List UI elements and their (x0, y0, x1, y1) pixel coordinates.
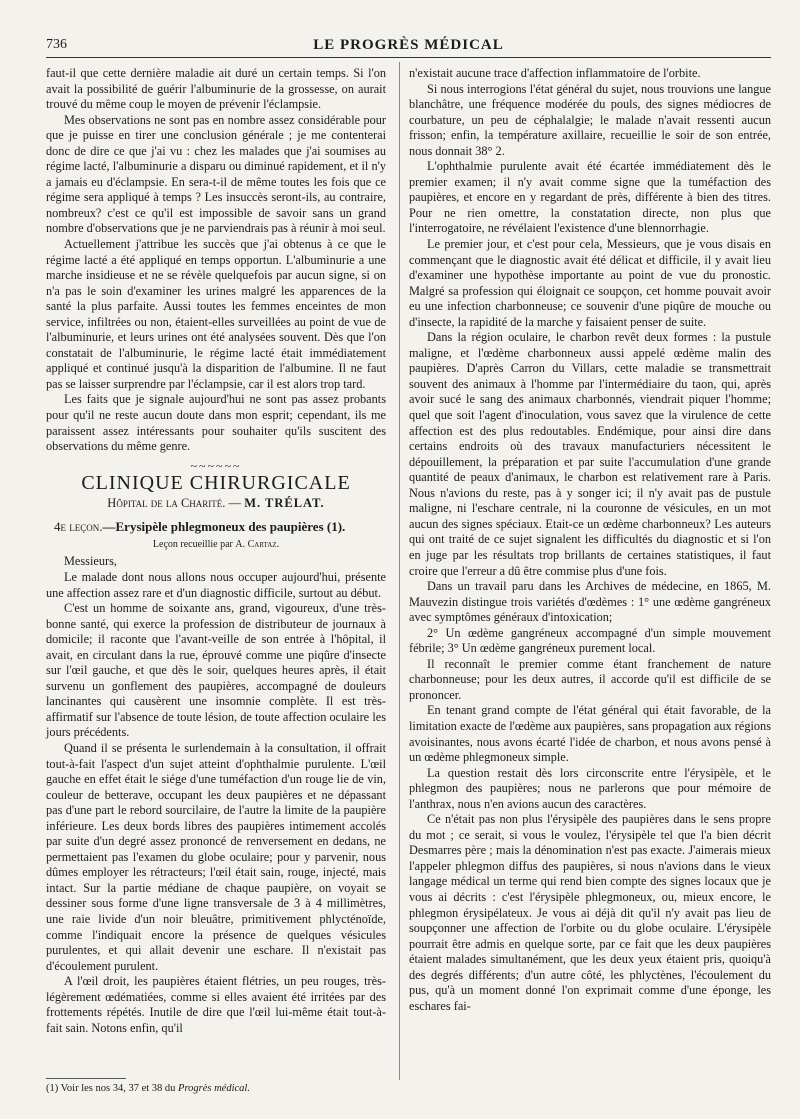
paragraph: Actuellement j'attribue les succès que j'ai obtenus à ce que le régime lacté a été appliqué en temps opportun. L'albuminurie a une marche insidieuse et ne se révèle quelquefois par aucun signe, si on n'a pas le soin d'examiner les urines malgré les apparences de la santé la plus parfaite. Aussi toutes les femmes enceintes de mon service, infiltrées ou non, étaient-elles surveillées au point de vue de l'albuminurie, et leurs urines ont été analysées souvent. Dès que l'on constatait de l'albuminurie, le régime lacté était immédiatement appliqué et continué jusqu'à la disparition de l'albumine. Il ne faut pas se laisser surprendre par l'éclampsie, car il est alors trop tard. (46, 237, 386, 391)
paragraph: Dans la région oculaire, le charbon revêt deux formes : la pustule maligne, et l'œdème charbonneux aussi appelé œdème malin des paupières. D'après Carron du Villars, cette maladie se transmettrait souvent des animaux à l'homme par l'intermédiaire du taon, qui, après avoir sucé le sang des animaux charbonnés, viendrait piquer l'homme; quel que soit l'agent d'inoculation, vous savez que la virulence de cette affection est des plus redoutables. Endémique, pour ainsi dire dans certains endroits où des travaux manufacturiers nécessitent le dépouillement, la préparation et par suite l'accumulation d'une grande quantité de peaux d'animaux, le charbon est relativement rare à Paris. Nous n'avions du reste, pas à y songer ici; il n'y avait pas de pustule maligne, ni l'eschare centrale, ni la couronne de vésicules, en un mot aucun des signes spéciaux. Etait-ce un œdème charbonneux? Les auteurs qui ont traité de ce sujet signalent les difficultés du diagnostic et si l'on en juge par les résultats trop brillants de certaines statistiques, il faut croire que l'erreur a dû être commise plus d'une fois. (409, 330, 771, 578)
page-header (46, 33, 771, 58)
footnote-journal: Progrès médical. (178, 1083, 250, 1094)
professor-name: M. TRÉLAT. (244, 495, 325, 510)
recueil-author: A. Cartaz. (235, 538, 280, 550)
paragraph: 2° Un œdème gangréneux accompagné d'un simple mouvement fébrile; 3° Un œdème gangréneux purement local. (409, 625, 771, 656)
right-column (409, 66, 771, 1014)
paragraph: Les faits que je signale aujourd'hui ne sont pas assez probants pour qu'il ne reste aucun doute dans mon esprit; cependant, ils me paraissent assez intéressants pour souhaiter qu'ils suscitent des observations du même genre. (46, 392, 386, 454)
lecon-number: 4e leçon. (54, 519, 103, 535)
hospital-name: Hôpital de la Charité. — (107, 495, 242, 510)
column-separator (399, 62, 400, 1080)
section-divider: ~~~~~~ (190, 458, 242, 473)
recueil-line (46, 537, 386, 553)
journal-title: LE PROGRÈS MÉDICAL (313, 37, 504, 53)
paragraph: Dans un travail paru dans les Archives de médecine, en 1865, M. Mauvezin distingue trois variétés d'œdèmes : 1° une œdème gangréneux avec symptômes généraux d'intoxication; (409, 579, 771, 625)
footnote-rule (46, 1078, 126, 1079)
page-number: 736 (46, 37, 67, 52)
paragraph: Il reconnaît le premier comme étant franchement de nature charbonneuse; pour les deux autres, il accorde qu'il est difficile de se prononcer. (409, 656, 771, 702)
paragraph: C'est un homme de soixante ans, grand, vigoureux, d'une très-bonne santé, qui exerce la profession de distributeur de journaux à domicile; il raconte que l'avant-veille de son entrée à l'hôpital, il avait, en circulant dans la rue, éprouvé comme une piqûre d'insecte sur l'œil gauche, et que dès le soir, quelques heures après, il était survenu un gonflement des paupières, accompagné de douleurs lancinantes qui causèrent une insomnie complète. Il est très-affirmatif sur l'absence de toute lésion, de toute affection oculaire les jours précédents. (46, 601, 386, 740)
paragraph: Le premier jour, et c'est pour cela, Messieurs, que je vous disais en commençant que le diagnostic avait été délicat et difficile, il y avait lieu d'examiner une hypothèse importante au point de vue du pronostic. Malgré sa profession qui éloignait ce soupçon, cet homme pouvait avoir eu une infection charbonneuse; ce souvenir d'une piqûre de mouche ou d'insecte, la rapidité de la marche y faisaient penser de suite. (409, 237, 771, 329)
lecon-heading (54, 519, 386, 535)
footnote-text: (1) Voir les nos 34, 37 et 38 du (46, 1083, 176, 1094)
paragraph: faut-il que cette dernière maladie ait duré un certain temps. Si l'on avait la possibilité de guérir l'albuminurie de la grossesse, on aurait trouvé du même coup le moyen de prévenir l'éclampsie. (46, 66, 386, 112)
left-column (46, 66, 386, 1036)
paragraph: Si nous interrogions l'état général du sujet, nous trouvions une langue blanchâtre, une fréquence modérée du pouls, des signes médiocres de courbature, un peu de céphalalgie; le malade n'avait ressenti aucun frisson; enfin, la température axillaire, recueillie le soir de son entrée, nous donnait 38° 2. (409, 81, 771, 158)
paragraph: A l'œil droit, les paupières étaient flétries, un peu rouges, très-légèrement œdématiées, comme si elles avaient été irritées par des frottements répétés. Inutile de dire que l'œil lui-même était tout-à-fait sain. Notons enfin, qu'il (46, 974, 386, 1035)
paragraph: Quand il se présenta le surlendemain à la consultation, il offrait tout-à-fait l'aspect d'un sujet atteint d'ophthalmie purulente. L'œil gauche en effet était le siége d'une tuméfaction d'un rouge lie de vin, couleur de betterave, occupant les deux paupières et ne dépassant pas d'une part le rebord sourcilaire, de l'autre la limite de la paupière inférieure. Les deux bords libres des paupières intimement accolés par suite d'un degré assez prononcé de renversement en dedans, ne permettaient pas l'examen du globe oculaire; pour y parvenir, nous dûmes employer les rétracteurs; l'œil était sain, rouge, injecté, mais intact. Sur la partie médiane de chaque paupière, on voyait se dessiner sous forme d'une ligne transversale de 3 à 4 millimètres, une raie livide d'un noir bleuâtre, primitivement phlycténoïde, comme l'indiquait encore la présence de quelques vésicules purulentes, et qui allait devenir une eschare. Il n'existait pas d'écoulement purulent. (46, 740, 386, 973)
paragraph: La question restait dès lors circonscrite entre l'érysipèle, et le phlegmon des paupières; nous ne parlerons que pour mémoire de l'anthrax, nous n'en avions aucun des caractères. (409, 765, 771, 811)
paragraph: Ce n'était pas non plus l'érysipèle des paupières dans le sens propre du mot ; ce serait, si vous le voulez, l'érysipèle tel que l'a bien décrit Desmarres père ; mais la dénomination n'est pas exacte. J'aimerais mieux l'appeler phlegmon diffus des paupières, si nous n'avions dans le vieux langage médical un terme qui rend bien compte des signes locaux que je vous ai décrits : c'est l'érysipèle phlegmoneux, ou, mieux encore, le phlegmon érysipélateux. Je vous ai déjà dit qu'il n'y avait pas lieu de soupçonner une affection de l'orbite ou du globe oculaire. L'érysipèle pourrait être admis en quelque sorte, par ce fait que les deux paupières étaient malades simultanément, que les deux yeux étaient pris, quoiqu'à des degrés différents; d'un autre côté, les phlyctènes, l'écoulement du pus, qu'à un moment donné l'on exprimait comme d'une éponge, les eschares fai- (409, 812, 771, 1013)
paragraph: En tenant grand compte de l'état général qui était favorable, de la limitation exacte de l'œdème aux paupières, sans propagation aux régions avoisinantes, nous avons écarté l'idée de charbon, et nous avons pensé à un œdème phlegmoneux simple. (409, 703, 771, 765)
recueil-prefix: Leçon recueillie par (152, 538, 233, 550)
paragraph: Le malade dont nous allons nous occuper aujourd'hui, présente une affection assez rare et d'un diagnostic difficile, surtout au début. (46, 569, 386, 600)
hospital-line (46, 496, 386, 512)
salutation: Messieurs, (64, 554, 117, 569)
section-title: CLINIQUE CHIRURGICALE (81, 472, 351, 495)
paragraph: L'ophthalmie purulente avait été écartée immédiatement dès le premier examen; il n'y avait comme signe que la tuméfaction des paupières, et encore en y regardant de près, différente à bien des titres. Pour ne rien omettre, la constatation directe, non plus que l'interrogatoire, ne révélaient l'existence d'une blennorrhagie. (409, 159, 771, 236)
lecon-title: —Erysipèle phlegmoneux des paupières (1). (102, 519, 346, 535)
footnote (46, 1083, 250, 1094)
paragraph: n'existait aucune trace d'affection inflammatoire de l'orbite. (409, 66, 701, 80)
paragraph: Mes observations ne sont pas en nombre assez considérable pour que je puisse en tirer une conclusion générale ; je me contenterai donc de dire ce que j'ai vu : chez les malades que j'ai soumises au régime lacté, l'albuminurie a disparu ou diminué rapidement, et il n'y a jamais eu d'éclampsie. En sera-t-il de même toutes les fois que ce régime sera appliqué à temps ? Les insuccès seront-ils, au contraire, nombreux? c'est ce qu'il est impossible de savoir sans un grand nombre d'observations que je ne parviendrais pas à réunir à moi seul. (46, 112, 386, 236)
